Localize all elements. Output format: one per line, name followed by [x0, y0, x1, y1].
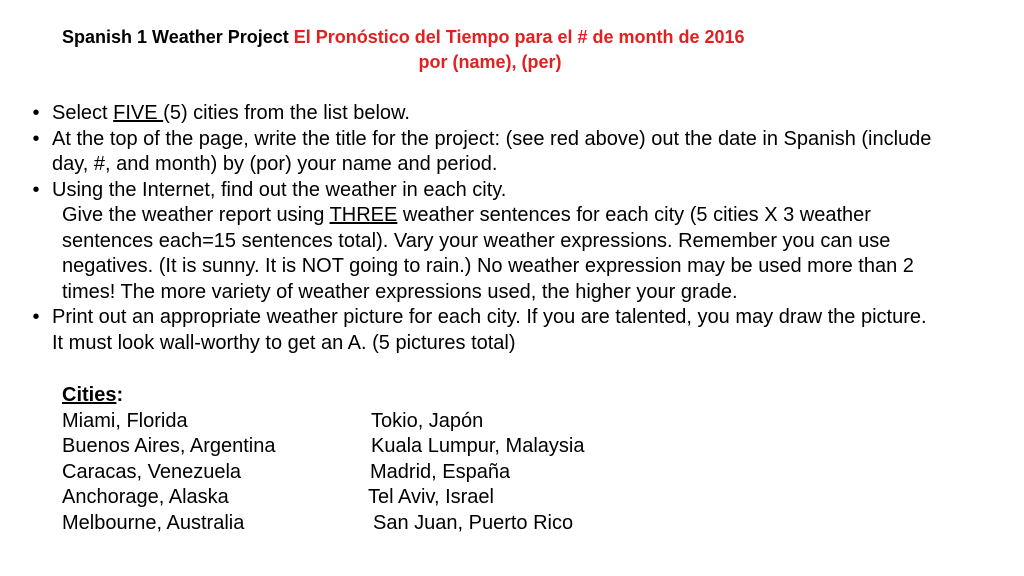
- city-left: Miami, Florida: [62, 409, 188, 432]
- instructions-list: [28, 101, 1008, 356]
- bullet-icon: •: [32, 178, 40, 201]
- city-row: [62, 460, 511, 486]
- cities-heading: Cities:: [62, 384, 124, 406]
- title-spanish: El Pronóstico del Tiempo para el # de month de 2016: [293, 27, 745, 47]
- city-right: Tokio, Japón: [371, 409, 484, 432]
- city-row: [62, 434, 585, 460]
- city-left: Buenos Aires, Argentina: [62, 435, 276, 457]
- city-right: Madrid, España: [370, 460, 511, 483]
- city-row: [62, 409, 484, 435]
- bullet-icon: •: [32, 127, 40, 150]
- title-byline: por (name), (per): [418, 52, 562, 72]
- title-english: Spanish 1 Weather Project: [62, 27, 294, 47]
- bullet-icon: •: [32, 306, 40, 328]
- instruction-item: • At the top of the page, write the title for the project: (see red above) out the date in Spanish (include day, #, and month) by (por) your name and period.: [28, 127, 1008, 178]
- cities-list: [62, 383, 585, 536]
- instruction-item: • Select FIVE (5) cities from the list below.: [28, 101, 1008, 127]
- instruction-item: • Print out an appropriate weather picture for each city. If you are talented, you may draw the picture. It must look wall-worthy to get an A. (5 pictures total): [28, 305, 1008, 356]
- city-right: Tel Aviv, Israel: [368, 486, 494, 508]
- project-title: [62, 26, 745, 48]
- instruction-item: • Using the Internet, find out the weather in each city.: [28, 178, 1008, 204]
- bullet-icon: •: [32, 102, 40, 124]
- city-right: Kuala Lumpur, Malaysia: [371, 435, 585, 457]
- city-left: Melbourne, Australia: [62, 511, 245, 534]
- weather-report-instructions: Give the weather report using THREE weather sentences for each city (5 cities X 3 weather sentences each=15 sentences total). Vary your weather expressions. Remember you can use negatives. (It is sunny. It is NOT going to rain.) No weather expression may be used more than 2 times! The more variety of weather expressions used, the higher your grade.: [62, 204, 914, 303]
- city-right: San Juan, Puerto Rico: [373, 511, 574, 534]
- city-row: [62, 511, 574, 537]
- underlined-three: THREE: [329, 204, 398, 226]
- city-row: [62, 485, 494, 511]
- city-left: Caracas, Venezuela: [62, 460, 242, 483]
- underlined-five: FIVE: [113, 102, 164, 124]
- city-left: Anchorage, Alaska: [62, 486, 229, 508]
